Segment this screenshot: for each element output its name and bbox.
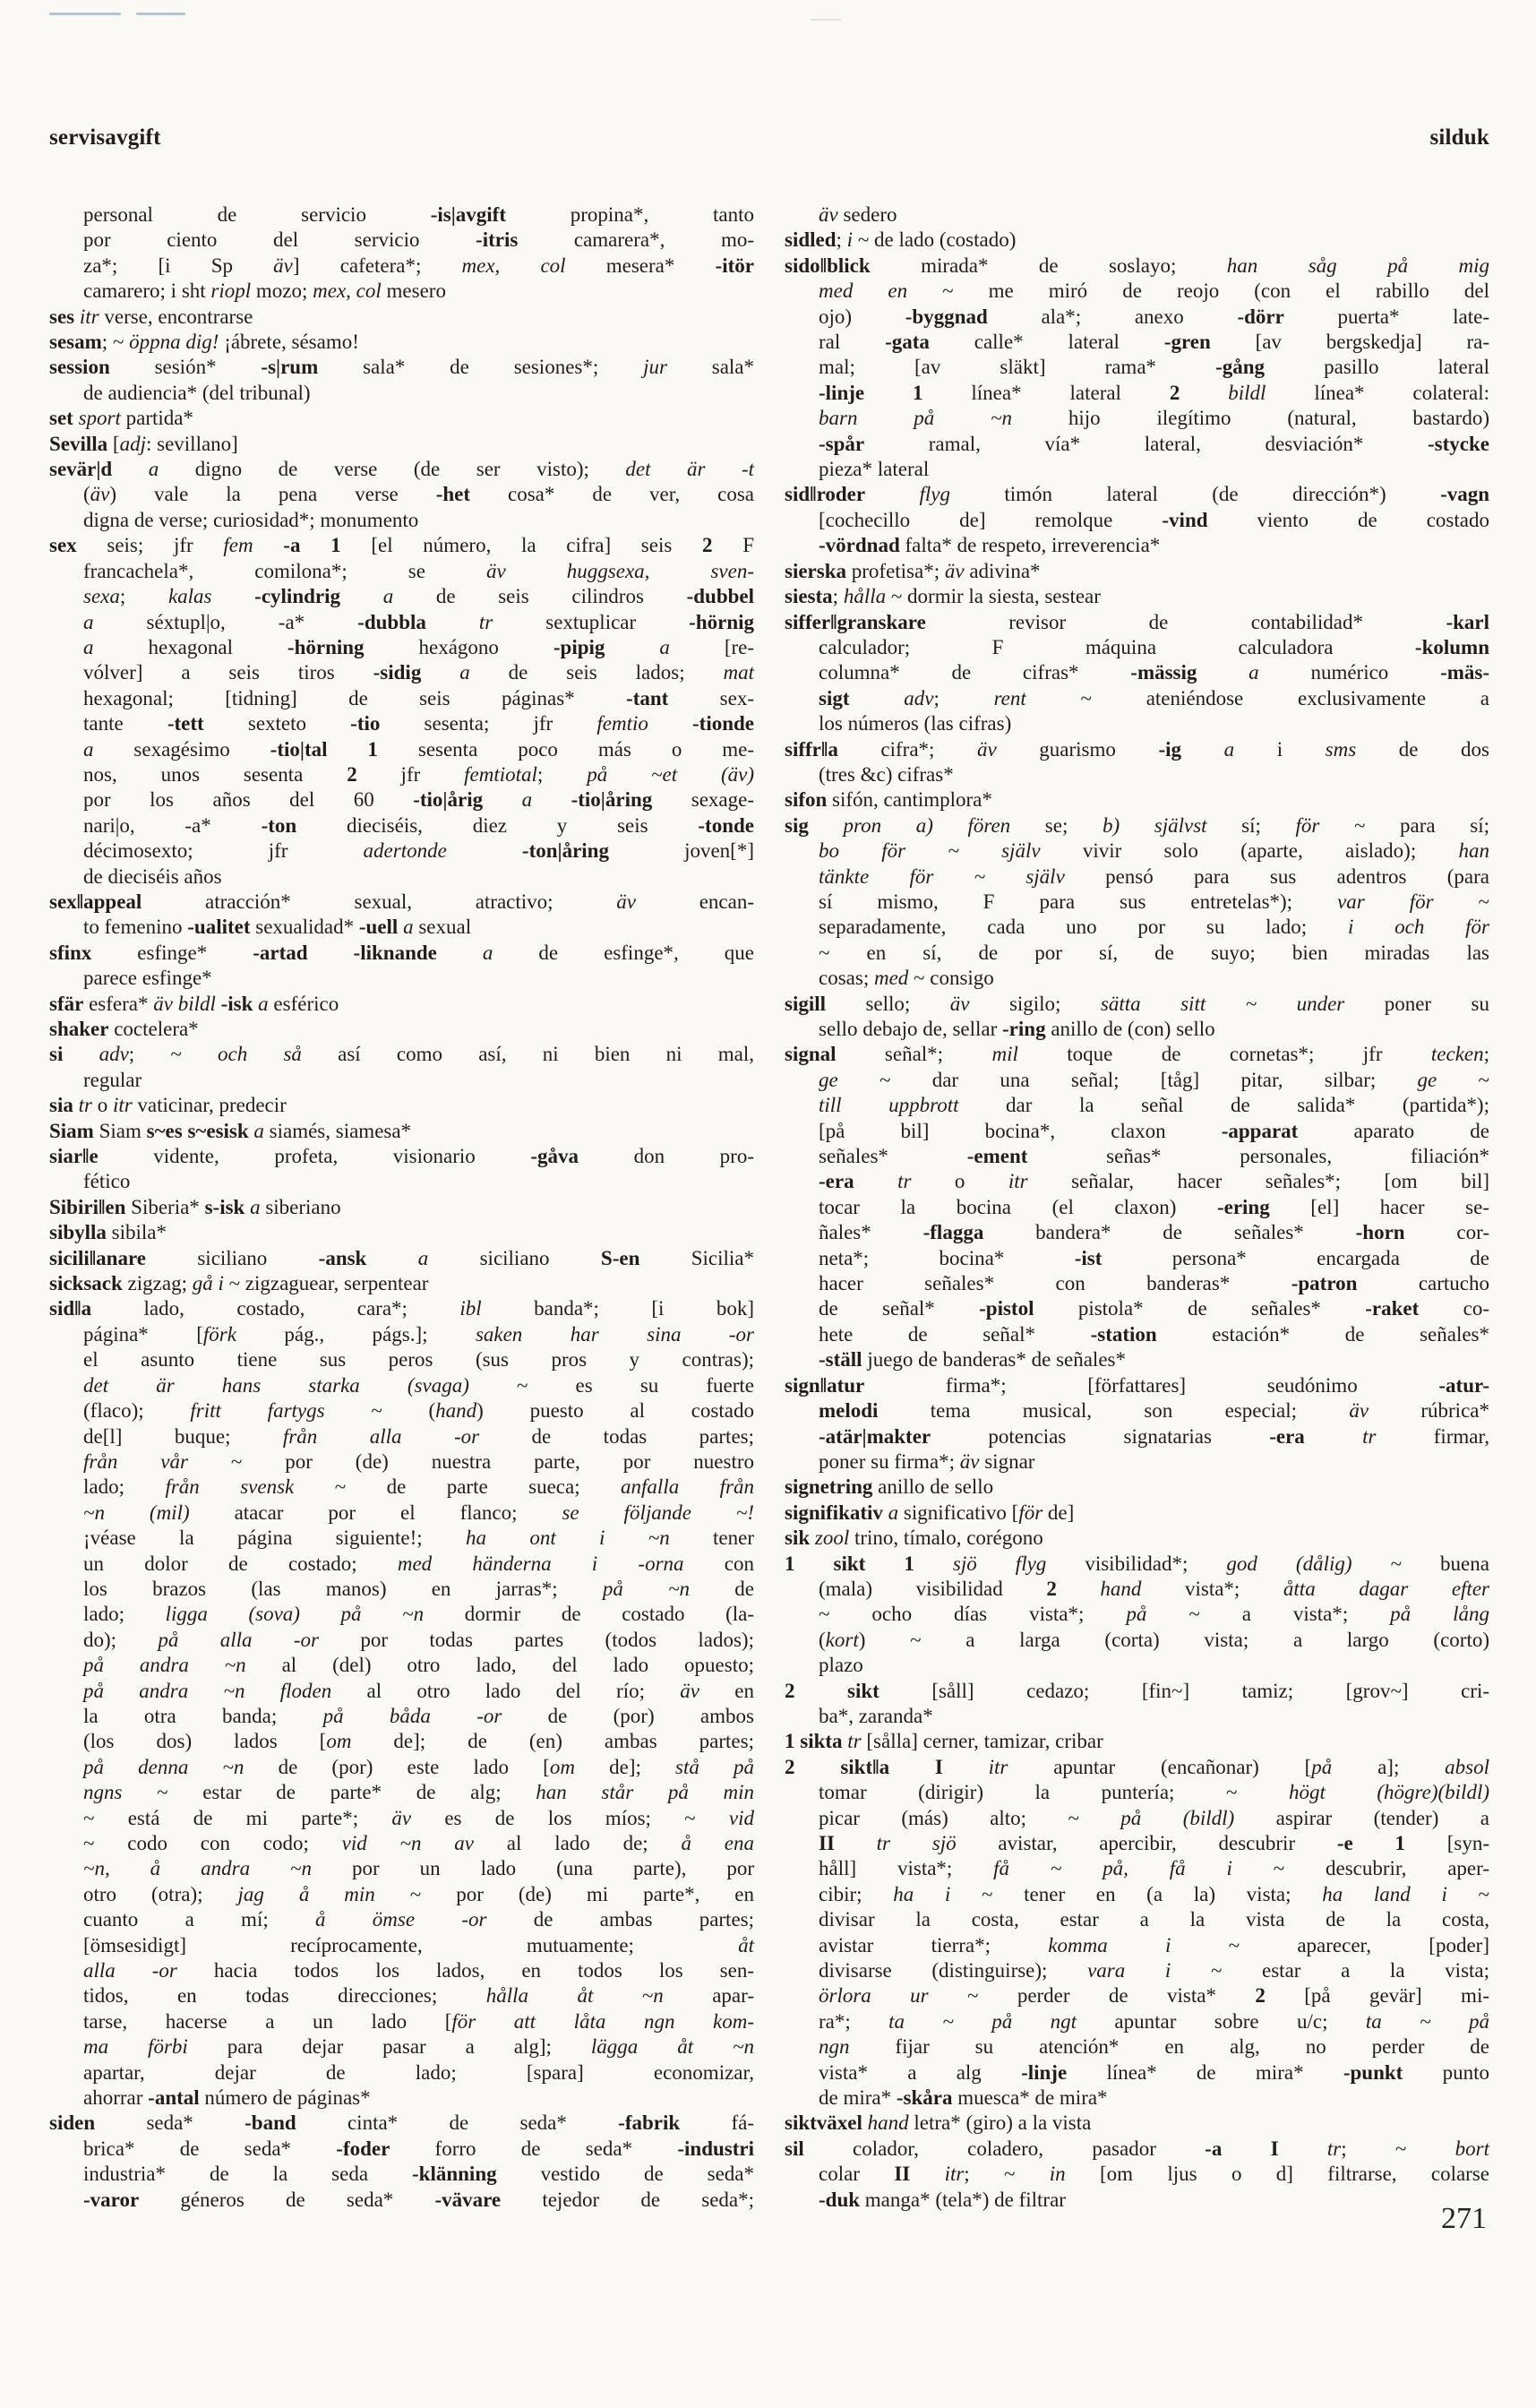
dictionary-text-line: do); på alla -or por todas partes (todos lados); — [83, 1628, 754, 1651]
dictionary-text-line: (mala) visibilidad 2 hand vista*; åtta dagar efter — [819, 1577, 1489, 1600]
dictionary-text-line: ra*; ta ~ på ngt apuntar sobre u/c; ta ~ på — [819, 2009, 1489, 2033]
dictionary-text-line: digna de verse; curiosidad*; monumento — [83, 508, 419, 531]
dictionary-text-line: regular — [83, 1068, 142, 1091]
dictionary-text-line: brica* de seda* -foder forro de seda* -industri — [83, 2137, 754, 2160]
dictionary-text-line: ~ ocho días vista*; på ~ a vista*; på lång — [819, 1603, 1490, 1626]
dictionary-text-line: nos, unos sesenta 2 jfr femtiotal; på ~et (äv) — [83, 762, 754, 786]
dictionary-text-line: fético — [83, 1170, 131, 1193]
dictionary-text-line: lado; från svensk ~ de parte sueca; anfalla från — [83, 1475, 754, 1499]
dictionary-text-line: sigill sello; äv sigilo; sätta sitt ~ under poner su — [785, 992, 1489, 1015]
dictionary-text-line: signifikativ a significativo [för de] — [785, 1501, 1075, 1524]
dictionary-text-line: ~ en sí, de por sí, de suyo; bien miradas las — [819, 941, 1489, 964]
dictionary-text-line: 2 sikt [såll] cedazo; [fin~] tamiz; [grov~] cri- — [785, 1679, 1490, 1702]
dictionary-text-line: signetring anillo de sello — [785, 1475, 994, 1499]
dictionary-text-line: barn på ~n hijo ilegítimo (natural, bastardo) — [819, 407, 1489, 430]
dictionary-text-line: nari|o, -a* -ton dieciséis, diez y seis -tonde — [83, 813, 754, 837]
dictionary-text-line: tänkte för ~ själv pensó para sus adentros (para — [819, 864, 1489, 888]
dictionary-text-line: II tr sjö avistar, apercibir, descubrir -e 1 [syn- — [819, 1832, 1490, 1854]
dictionary-text-line: -vördnad falta* de respeto, irreverencia* — [819, 534, 1161, 557]
dictionary-text-line: plazo — [819, 1654, 863, 1677]
dictionary-text-line: sí mismo, F para sus entretelas*); var för ~ — [819, 890, 1489, 913]
dictionary-text-line: hacer señales* con banderas* -patron cartucho — [819, 1272, 1489, 1295]
dictionary-text-line: a hexagonal -hörning hexágono -pipig a [re- — [83, 635, 755, 658]
dictionary-text-line: lado; ligga (sova) på ~n dormir de costado (la- — [83, 1603, 754, 1626]
dictionary-text-line: calculador; F máquina calculadora -kolumn — [819, 635, 1489, 658]
dictionary-text-line: (flaco); fritt fartygs ~ (hand) puesto al costado — [83, 1399, 754, 1423]
dictionary-text-line: de dieciséis años — [83, 864, 222, 888]
dictionary-text-line: till uppbrott dar la señal de salida* (partida*); — [819, 1094, 1489, 1117]
dictionary-text-line: set sport partida* — [49, 407, 193, 430]
dictionary-text-line: poner su firma*; äv signar — [819, 1449, 1035, 1473]
dictionary-text-line: alla -or hacia todos los lados, en todos los sen- — [83, 1959, 754, 1982]
dictionary-text-line: sil colador, coladero, pasador -a I tr; ~ bort — [785, 2137, 1489, 2160]
dictionary-text-line: neta*; bocina* -ist persona* encargada de — [819, 1246, 1489, 1269]
left-column — [49, 202, 754, 2213]
dictionary-text-line: mal; [av släkt] rama* -gång pasillo lateral — [819, 356, 1489, 379]
dictionary-text-line: tocar la bocina (el claxon) -ering [el] hacer se- — [819, 1195, 1489, 1218]
dictionary-text-line: por los años del 60 -tio|årig a -tio|åring sexage- — [83, 788, 754, 812]
dictionary-text-line: hexagonal; [tidning] de seis páginas* -tant sex- — [83, 686, 754, 710]
dictionary-text-line: de audiencia* (del tribunal) — [83, 381, 311, 404]
dictionary-text-line: la otra banda; på båda -or de (por) ambos — [83, 1704, 754, 1727]
dictionary-text-line: camarero; i sht riopl mozo; mex, col mesero — [83, 280, 446, 303]
dictionary-text-line: sia tr o itr vaticinar, predecir — [49, 1094, 287, 1117]
dictionary-text-line: décimosexto; jfr adertonde -ton|åring joven[*] — [83, 839, 754, 863]
dictionary-text-line: ¡véase la página siguiente!; ha ont i ~n tener — [83, 1526, 754, 1550]
dictionary-text-line: sex seis; jfr fem -a 1 [el número, la cifra] seis 2 F — [49, 534, 754, 557]
dictionary-text-line: Sibiri‖en Siberia* s-isk a siberiano — [49, 1195, 341, 1218]
right-column — [785, 202, 1489, 2213]
dictionary-text-line: örlora ur ~ perder de vista* 2 [på gevär] mi- — [819, 1984, 1489, 2008]
dictionary-text-line: ral -gata calle* lateral -gren [av bergskedja] ra- — [819, 331, 1489, 354]
dictionary-text-line: -spår ramal, vía* lateral, desviación* -stycke — [819, 432, 1489, 455]
dictionary-text-line: [på bil] bocina*, claxon -apparat aparato de — [819, 1119, 1489, 1142]
dictionary-text-line: columna* de cifras* -mässig a numérico -mäs- — [819, 661, 1489, 684]
dictionary-text-line: siffr‖a cifra*; äv guarismo -ig a i sms de dos — [785, 737, 1489, 761]
dictionary-text-line: håll] vista*; få ~ på, få i ~ descubrir, aper- — [819, 1857, 1490, 1880]
dictionary-text-line: sierska profetisa*; äv adivina* — [785, 559, 1041, 582]
dictionary-text-line: separadamente, cada uno por su lado; i och för — [819, 916, 1489, 939]
dictionary-text-line: picar (más) alto; ~ på (bildl) aspirar (tender) a — [819, 1806, 1489, 1829]
dictionary-text-line: sexa; kalas -cylindrig a de seis cilindros -dubbel — [83, 585, 755, 608]
dictionary-text-line: sfinx esfinge* -artad -liknande a de esfinge*, que — [49, 941, 754, 964]
dictionary-text-line: to femenino -ualitet sexualidad* -uell a sexual — [83, 916, 472, 939]
dictionary-text-line: [ömsesidigt] recíprocamente, mutuamente; åt — [83, 1933, 754, 1956]
dictionary-text-line: ba*, zaranda* — [819, 1704, 933, 1727]
dictionary-text-line: sevär|d a digno de verse (de ser visto); det är -t — [49, 458, 755, 481]
dictionary-text-line: sifon sifón, cantimplora* — [785, 788, 992, 812]
text-columns — [49, 202, 1489, 2213]
dictionary-text-line: ma förbi para dejar pasar a alg]; lägga åt ~n — [83, 2035, 754, 2059]
dictionary-text-line: de mira* -skåra muesca* de mira* — [819, 2086, 1108, 2110]
dictionary-text-line: -linje 1 línea* lateral 2 bildl línea* colateral: — [819, 381, 1489, 404]
dictionary-text-line: (tres &c) cifras* — [819, 762, 954, 786]
dictionary-text-line: på andra ~n al (del) otro lado, del lado opuesto; — [83, 1654, 754, 1677]
dictionary-text-line: sik zool trino, tímalo, corégono — [785, 1526, 1043, 1550]
dictionary-text-line: sfär esfera* äv bildl -isk a esférico — [49, 992, 339, 1015]
dictionary-text-line: -ställ juego de banderas* de señales* — [819, 1348, 1126, 1372]
dictionary-text-line: Siam Siam s~es s~esisk a siamés, siamesa* — [49, 1119, 412, 1142]
dictionary-text-line: el asunto tiene sus peros (sus pros y contras); — [83, 1348, 754, 1372]
dictionary-text-line: los brazos (las manos) en jarras*; på ~n de — [83, 1577, 754, 1600]
dictionary-text-line: sicksack zigzag; gå i ~ zigzaguear, serpentear — [49, 1272, 429, 1295]
dictionary-text-line: sibylla sibila* — [49, 1221, 167, 1244]
dictionary-text-line: vólver] a seis tiros -sidig a de seis lados; mat — [83, 661, 755, 684]
dictionary-text-line: med en ~ me miró de reojo (con el rabillo del — [819, 280, 1489, 303]
dictionary-text-line: sicili‖anare siciliano -ansk a siciliano S-en Sicilia* — [49, 1246, 754, 1269]
dictionary-text-line: de[l] buque; från alla -or de todas partes; — [83, 1424, 754, 1448]
dictionary-text-line: ge ~ dar una señal; [tåg] pitar, silbar; ge ~ — [819, 1068, 1489, 1091]
dictionary-text-line: vista* a alg -linje línea* de mira* -punkt punto — [819, 2060, 1489, 2084]
dictionary-text-line: 1 sikta tr [sålla] cerner, tamizar, cribar — [785, 1730, 1103, 1753]
dictionary-text-line: divisar la costa, estar a la vista de la costa, — [819, 1908, 1489, 1931]
dictionary-text-line: ñales* -flagga bandera* de señales* -horn cor- — [819, 1221, 1489, 1244]
dictionary-text-line: 1 sikt 1 sjö flyg visibilidad*; god (dålig) ~ buena — [785, 1552, 1489, 1575]
dictionary-text-line: [cochecillo de] remolque -vind viento de costado — [819, 508, 1489, 531]
dictionary-text-line: divisarse (distinguirse); vara i ~ estar a la vista; — [819, 1959, 1490, 1982]
dictionary-text-line: (los dos) lados [om de]; de (en) ambas partes; — [83, 1730, 754, 1753]
dictionary-text-line: shaker coctelera* — [49, 1018, 199, 1040]
dictionary-text-line: ~ está de mi parte*; äv es de los míos; ~ vid — [83, 1806, 754, 1829]
dictionary-text-line: página* [förk pág., págs.]; saken har sina -or — [83, 1322, 754, 1346]
dictionary-text-line: -atär|makter potencias signatarias -era tr firmar, — [819, 1424, 1490, 1448]
dictionary-text-line: avistar tierra*; komma i ~ aparecer, [poder] — [819, 1933, 1489, 1956]
dictionary-text-line: -duk manga* (tela*) de filtrar — [819, 2188, 1066, 2211]
dictionary-text-line: señales* -ement señas* personales, filiación* — [819, 1145, 1490, 1168]
dictionary-text-line: från vår ~ por (de) nuestra parte, por nuestro — [83, 1449, 754, 1473]
dictionary-text-line: de señal* -pistol pistola* de señales* -raket co- — [819, 1297, 1489, 1320]
dictionary-text-line: parece esfinge* — [83, 967, 212, 990]
dictionary-text-line: cuanto a mí; å ömse -or de ambas partes; — [83, 1908, 754, 1931]
dictionary-text-line: på denna ~n de (por) este lado [om de]; stå på — [83, 1755, 754, 1778]
dictionary-text-line: tante -tett sexteto -tio sesenta; jfr femtio -tionde — [83, 712, 755, 735]
dictionary-text-line: Sevilla [adj: sevillano] — [49, 432, 238, 455]
running-head — [49, 125, 1489, 154]
dictionary-text-line: siesta; hålla ~ dormir la siesta, sestear — [785, 585, 1101, 608]
dictionary-text-line: siar‖e vidente, profeta, visionario -gåva don pro- — [49, 1145, 754, 1168]
scan-artifact-dash — [136, 13, 185, 15]
dictionary-text-line: sid‖a lado, costado, cara*; ibl banda*; [i bok] — [49, 1297, 755, 1320]
dictionary-text-line: signal señal*; mil toque de cornetas*; jfr tecken; — [785, 1043, 1490, 1066]
dictionary-text-line: sesam; ~ öppna dig! ¡ábrete, sésamo! — [49, 331, 359, 354]
scan-artifact-dash — [49, 13, 121, 15]
dictionary-text-line: -era tr o itr señalar, hacer señales*; [om bil] — [819, 1170, 1490, 1193]
dictionary-text-line: siffer‖granskare revisor de contabilidad* -karl — [785, 610, 1489, 633]
page-number: 271 — [1441, 2202, 1487, 2235]
dictionary-text-line: ses itr verse, encontrarse — [49, 305, 253, 328]
dictionary-text-line: sello debajo de, sellar -ring anillo de (con) sello — [819, 1018, 1215, 1040]
dictionary-text-line: sign‖atur firma*; [författares] seudónimo -atur- — [785, 1373, 1489, 1397]
dictionary-text-line: ngn fijar su atención* en alg, no perder de — [819, 2035, 1489, 2059]
dictionary-text-line: personal de servicio -is|avgift propina*, tanto — [83, 203, 754, 226]
dictionary-text-line: si adv; ~ och så así como así, ni bien ni mal, — [49, 1043, 754, 1066]
dictionary-text-line: un dolor de costado; med händerna i -orna con — [83, 1552, 754, 1575]
dictionary-text-line: cosas; med ~ consigo — [819, 967, 994, 990]
dictionary-text-line: bo för ~ själv vivir solo (aparte, aislado); han — [819, 839, 1490, 863]
dictionary-text-line: äv sedero — [819, 203, 897, 226]
dictionary-text-line: tidos, en todas direcciones; hålla åt ~n apar- — [83, 1984, 754, 2008]
dictionary-text-line: sid‖roder flyg timón lateral (de dirección*) -vagn — [785, 483, 1490, 506]
dictionary-text-line: za*; [i Sp äv] cafetera*; mex, col mesera* -itör — [83, 254, 754, 277]
dictionary-text-line: siktväxel hand letra* (giro) a la vista — [785, 2111, 1092, 2135]
dictionary-text-line: los números (las cifras) — [819, 712, 1012, 735]
dictionary-text-line: sidled; i ~ de lado (costado) — [785, 228, 1017, 252]
dictionary-text-line: otro (otra); jag å min ~ por (de) mi parte*, en — [83, 1882, 754, 1905]
dictionary-text-line: industria* de la seda -klänning vestido de seda* — [83, 2163, 754, 2186]
dictionary-text-line: sigt adv; rent ~ ateniéndose exclusivamente a — [819, 686, 1489, 710]
dictionary-text-line: por ciento del servicio -itris camarera*, mo- — [83, 228, 754, 252]
running-head-right-word: silduk — [1429, 125, 1489, 150]
dictionary-text-line: ~n, å andra ~n por un lado (una parte), por — [83, 1857, 754, 1880]
dictionary-text-line: ngns ~ estar de parte* de alg; han står på min — [83, 1781, 754, 1804]
dictionary-text-line: apartar, dejar de lado; [spara] economizar, — [83, 2060, 754, 2084]
dictionary-text-line: sex‖appeal atracción* sexual, atractivo; äv encan- — [49, 890, 754, 913]
dictionary-text-line: sig pron a) fören se; b) självst sí; för ~ para sí; — [785, 813, 1489, 837]
dictionary-text-line: på andra ~n floden al otro lado del río; äv en — [83, 1679, 754, 1702]
running-head-left-word: servisavgift — [49, 125, 161, 150]
dictionary-text-line: tomar (dirigir) la puntería; ~ högt (högre)(bildl) — [819, 1781, 1489, 1804]
dictionary-text-line: colar II itr; ~ in [om ljus o d] filtrarse, colarse — [819, 2163, 1490, 2186]
dictionary-text-line: ojo) -byggnad ala*; anexo -dörr puerta* late- — [819, 305, 1489, 328]
dictionary-text-line: ~ codo con codo; vid ~n av al lado de; å ena — [83, 1832, 754, 1854]
dictionary-text-line: session sesión* -s|rum sala* de sesiones*; jur sala* — [49, 356, 755, 379]
dictionary-text-line: siden seda* -band cinta* de seda* -fabrik fá- — [49, 2111, 755, 2135]
dictionary-text-line: pieza* lateral — [819, 458, 930, 481]
dictionary-text-line: cibir; ha i ~ tener en (a la) vista; ha land i ~ — [819, 1882, 1489, 1905]
dictionary-text-line: a sexagésimo -tio|tal 1 sesenta poco más o me- — [83, 737, 755, 761]
dictionary-text-line: -varor géneros de seda* -vävare tejedor de seda*; — [83, 2188, 755, 2211]
dictionary-text-line: det är hans starka (svaga) ~ es su fuerte — [83, 1373, 754, 1397]
dictionary-text-line: (kort) ~ a larga (corta) vista; a largo (corto) — [819, 1628, 1489, 1651]
dictionary-text-line: 2 sikt‖a I itr apuntar (encañonar) [på a]; absol — [785, 1755, 1490, 1778]
dictionary-text-line: sido‖blick mirada* de soslayo; han såg på mig — [785, 254, 1489, 277]
dictionary-text-line: hete de señal* -station estación* de señales* — [819, 1322, 1489, 1346]
scan-artifact-dash — [811, 19, 841, 21]
dictionary-text-line: francachela*, comilona*; se äv huggsexa, sven- — [83, 559, 754, 582]
dictionary-text-line: a séxtupl|o, -a* -dubbla tr sextuplicar -hörnig — [83, 610, 755, 633]
dictionary-text-line: (äv) vale la pena verse -het cosa* de ver, cosa — [83, 483, 755, 506]
dictionary-text-line: tarse, hacerse a un lado [för att låta ngn kom- — [83, 2009, 754, 2033]
dictionary-text-line: ahorrar -antal número de páginas* — [83, 2086, 371, 2110]
dictionary-text-line: ~n (mil) atacar por el flanco; se följande ~! — [83, 1501, 755, 1524]
dictionary-text-line: melodi tema musical, son especial; äv rúbrica* — [819, 1399, 1489, 1423]
